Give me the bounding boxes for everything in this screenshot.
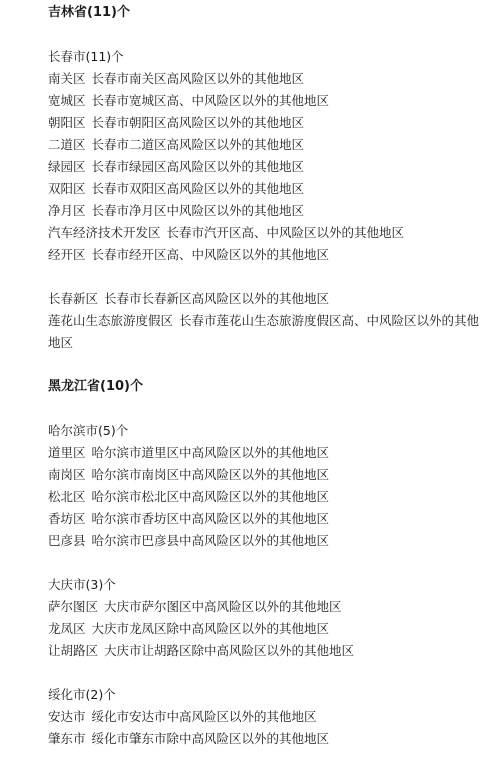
- city-heading-harbin: 哈尔滨市(5)个: [48, 423, 129, 438]
- spacer: [48, 552, 480, 574]
- area-desc: 长春市宽城区高、中风险区以外的其他地区: [91, 93, 330, 108]
- area-desc: 长春市经开区高、中风险区以外的其他地区: [91, 247, 330, 262]
- area-desc: 长春市绿园区高风险区以外的其他地区: [91, 159, 305, 174]
- list-item: [48, 486, 480, 508]
- area-name: 经开区: [48, 247, 86, 262]
- area-name: 南关区: [48, 71, 86, 86]
- area-desc: 长春市朝阳区高风险区以外的其他地区: [91, 115, 305, 130]
- spacer: [48, 266, 480, 288]
- list-item: [48, 310, 480, 354]
- area-name: 让胡路区: [48, 643, 99, 658]
- area-name: 汽车经济技术开发区: [48, 225, 161, 240]
- list-item: [48, 728, 480, 750]
- city-heading-suihua: 绥化市(2)个: [48, 687, 116, 702]
- area-desc: 哈尔滨市松北区中高风险区以外的其他地区: [91, 489, 330, 504]
- area-name: 龙凤区: [48, 621, 86, 636]
- list-item: [48, 640, 480, 662]
- area-desc: 哈尔滨市南岗区中高风险区以外的其他地区: [91, 467, 330, 482]
- area-desc: 长春市双阳区高风险区以外的其他地区: [91, 181, 305, 196]
- spacer: [48, 354, 480, 376]
- list-item: [48, 508, 480, 530]
- list-item: [48, 68, 480, 90]
- area-name: 香坊区: [48, 511, 86, 526]
- list-item: [48, 244, 480, 266]
- list-item: [48, 618, 480, 640]
- area-desc: 长春市汽开区高、中风险区以外的其他地区: [166, 225, 405, 240]
- list-item: [48, 156, 480, 178]
- list-item: [48, 706, 480, 728]
- area-name: 绿园区: [48, 159, 86, 174]
- area-name: 双阳区: [48, 181, 86, 196]
- area-name: 净月区: [48, 203, 86, 218]
- list-item: [48, 464, 480, 486]
- area-desc: 大庆市萨尔图区中高风险区以外的其他地区: [104, 599, 342, 614]
- area-desc: 长春市净月区中风险区以外的其他地区: [91, 203, 305, 218]
- city-heading-daqing: 大庆市(3)个: [48, 577, 116, 592]
- list-item: [48, 134, 480, 156]
- area-name: 长春新区: [48, 291, 99, 306]
- area-name: 南岗区: [48, 467, 86, 482]
- area-name: 朝阳区: [48, 115, 86, 130]
- area-desc: 哈尔滨市巴彦县中高风险区以外的其他地区: [91, 533, 330, 548]
- area-desc: 长春市二道区高风险区以外的其他地区: [91, 137, 305, 152]
- spacer: [48, 398, 480, 420]
- area-desc: 哈尔滨市香坊区中高风险区以外的其他地区: [91, 511, 330, 526]
- area-desc: 哈尔滨市道里区中高风险区以外的其他地区: [91, 445, 330, 460]
- list-item: [48, 442, 480, 464]
- area-desc: 长春市长春新区高风险区以外的其他地区: [104, 291, 330, 306]
- list-item: [48, 288, 480, 310]
- area-name: 安达市: [48, 709, 86, 724]
- list-item: [48, 90, 480, 112]
- list-item: [48, 112, 480, 134]
- area-name: 巴彦县: [48, 533, 86, 548]
- city-heading-changchun: 长春市(11)个: [48, 49, 124, 64]
- document-body: [48, 0, 480, 750]
- area-name: 萨尔图区: [48, 599, 99, 614]
- area-desc: 长春市莲花山生态旅游度假区高、中风险区以外的其他地区: [48, 313, 480, 350]
- province-heading-heilongjiang: 黑龙江省(10)个: [48, 379, 143, 394]
- province-heading-jilin: 吉林省(11)个: [48, 5, 130, 20]
- area-name: 松北区: [48, 489, 86, 504]
- area-name: 宽城区: [48, 93, 86, 108]
- list-item: [48, 200, 480, 222]
- area-name: 二道区: [48, 137, 86, 152]
- spacer: [48, 662, 480, 684]
- area-name: 道里区: [48, 445, 86, 460]
- area-desc: 长春市南关区高风险区以外的其他地区: [91, 71, 305, 86]
- area-name: 莲花山生态旅游度假区: [48, 313, 174, 328]
- list-item: [48, 596, 480, 618]
- spacer: [48, 24, 480, 46]
- list-item: [48, 178, 480, 200]
- area-desc: 绥化市肇东市除中高风险区以外的其他地区: [91, 731, 330, 746]
- area-name: 肇东市: [48, 731, 86, 746]
- list-item: [48, 530, 480, 552]
- area-desc: 大庆市让胡路区除中高风险区以外的其他地区: [104, 643, 355, 658]
- list-item: [48, 222, 480, 244]
- area-desc: 大庆市龙凤区除中高风险区以外的其他地区: [91, 621, 330, 636]
- area-desc: 绥化市安达市中高风险区以外的其他地区: [91, 709, 317, 724]
